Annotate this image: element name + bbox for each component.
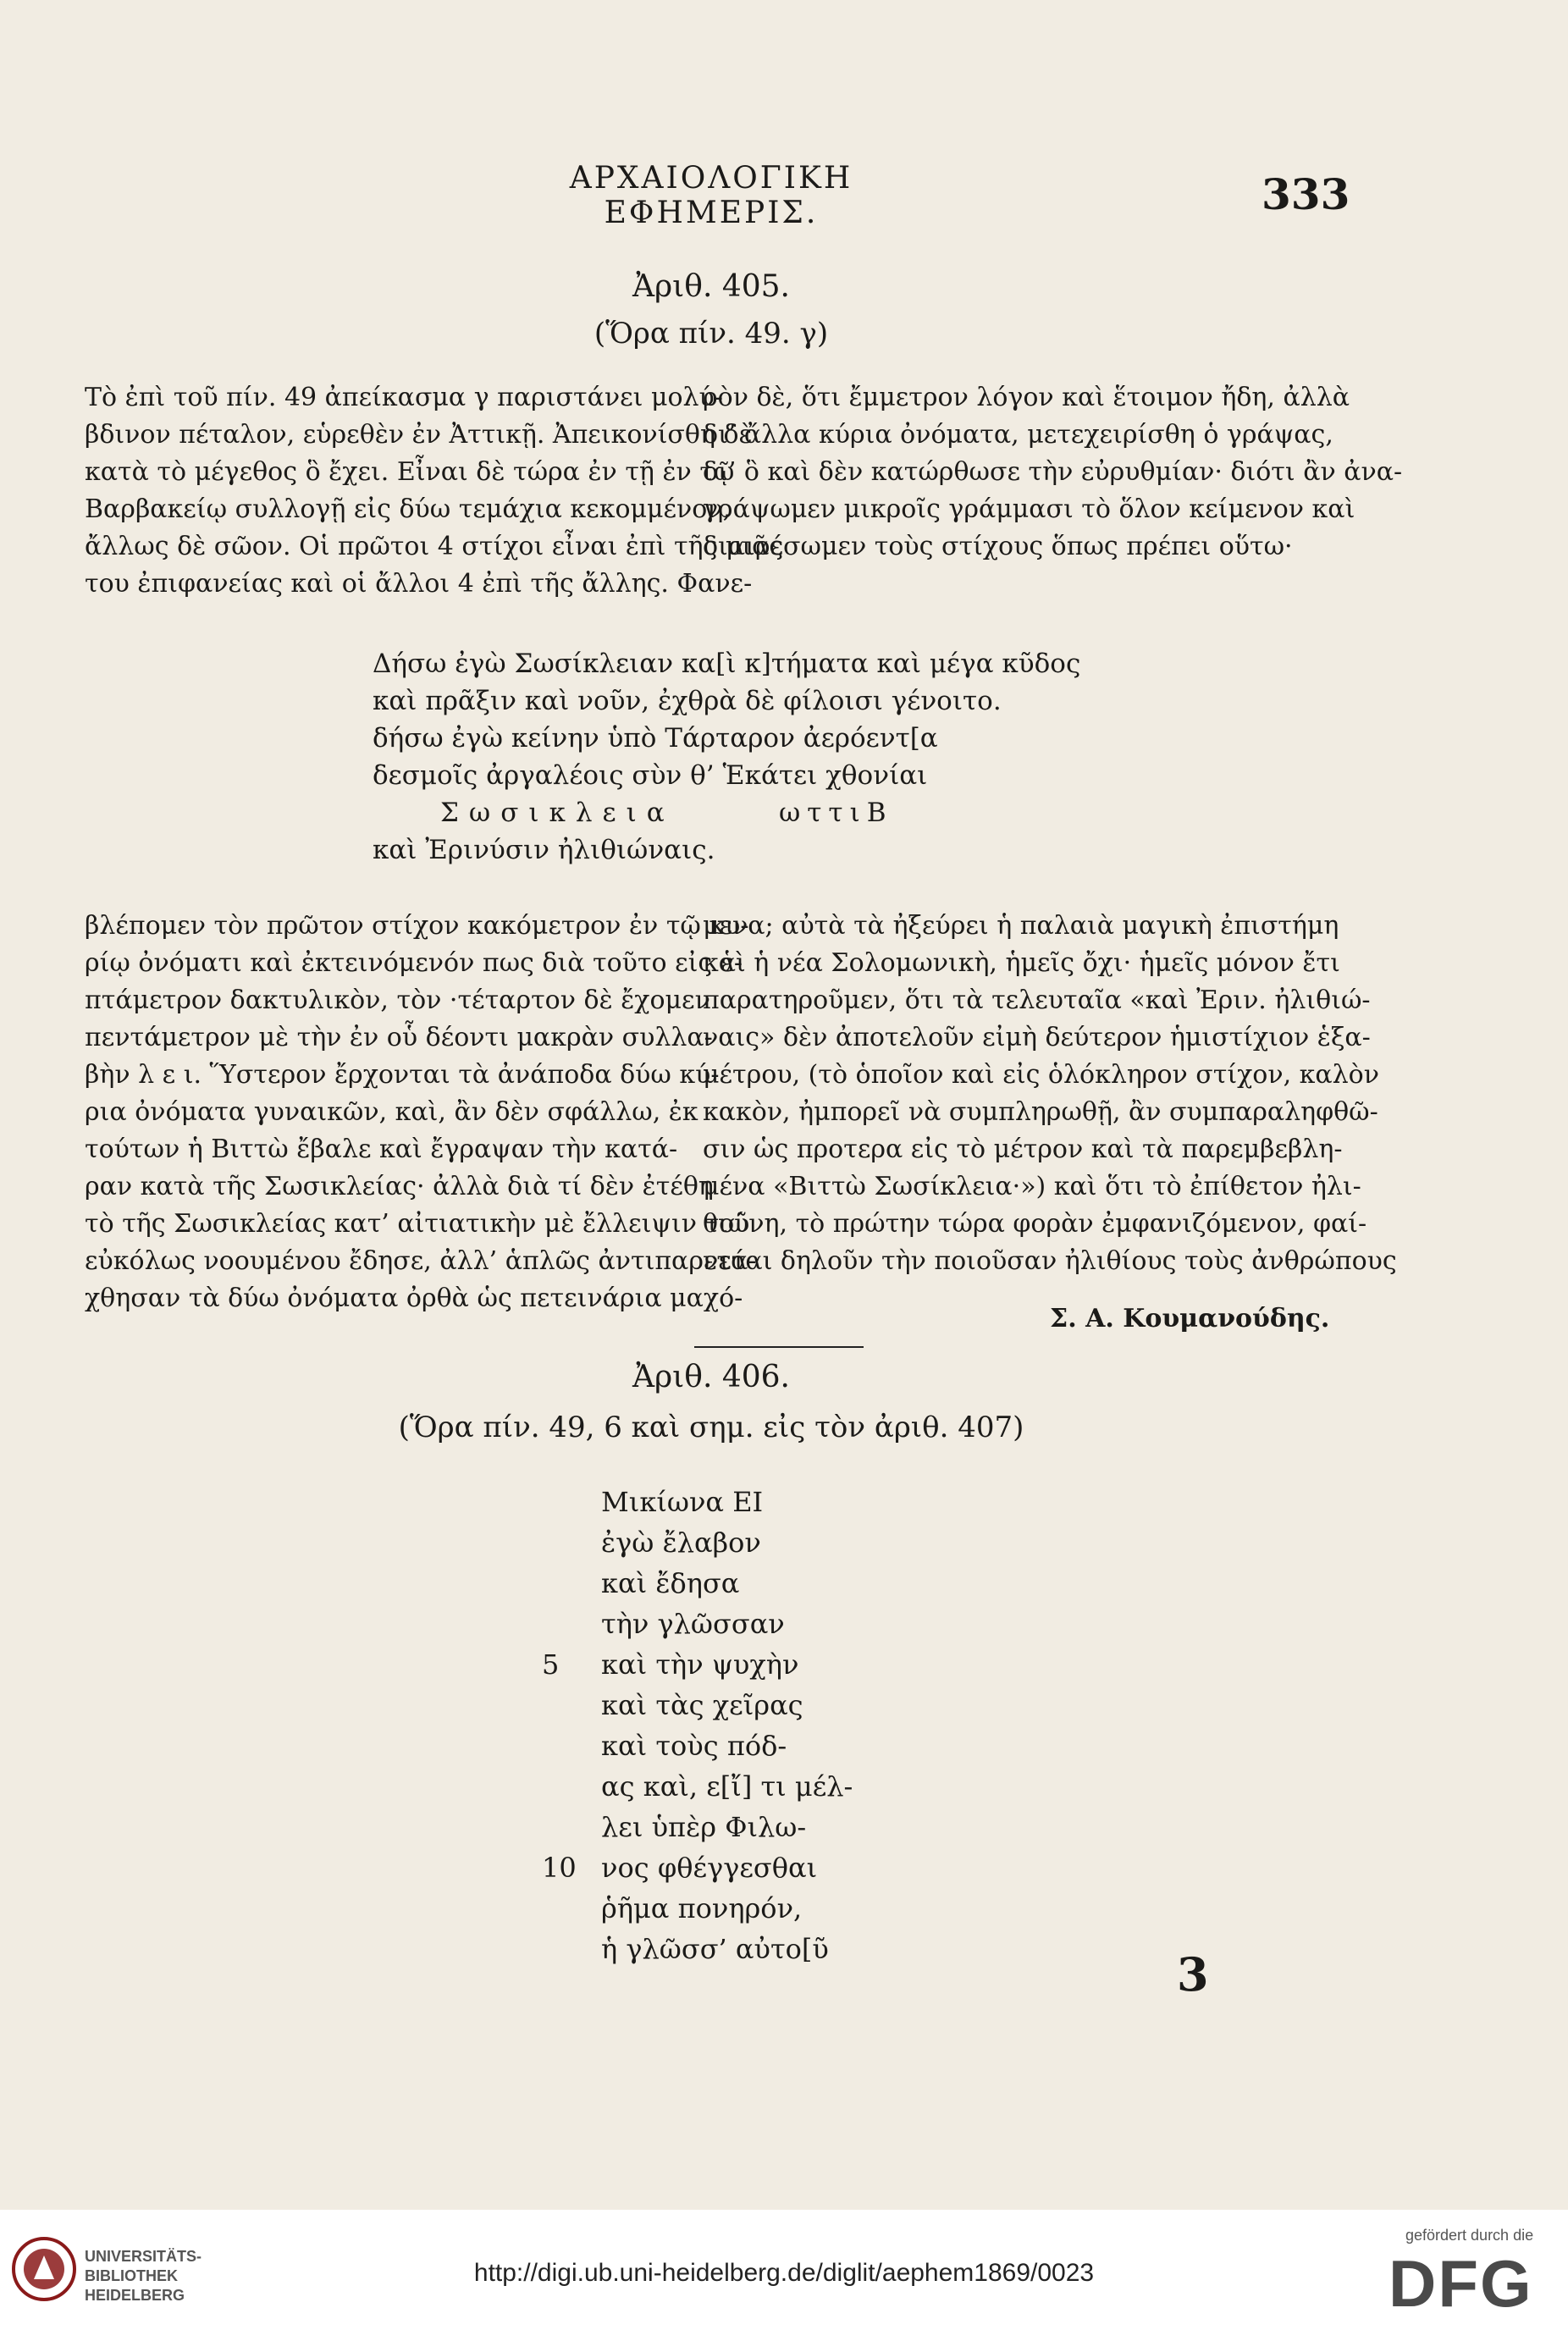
text-line: Βαρβακείῳ συλλογῇ εἰς δύω τεμάχια κεκομμένον,	[85, 494, 732, 524]
poem-line-text: λει ὑπὲρ Φιλω-	[601, 1811, 807, 1843]
text-line: καὶ ἡ νέα Σολομωνικὴ, ἡμεῖς ὄχι· ἡμεῖς μόνον ἔτι	[703, 948, 1340, 978]
text-line: γράψωμεν μικροῖς γράμμασι τὸ ὅλον κείμενον καὶ	[703, 494, 1355, 524]
institution-line: HEIDELBERG	[85, 2287, 185, 2304]
text-line: του ἐπιφανείας καὶ οἱ ἄλλοι 4 ἐπὶ τῆς ἄλλης. Φανε-	[85, 569, 753, 599]
poem-line	[508, 1807, 931, 1847]
poem-line-text: καὶ ἔδησα	[601, 1567, 740, 1599]
poem-line	[508, 1725, 931, 1766]
text-line: χθησαν τὰ δύω ὀνόματα ὀρθὰ ὡς πετεινάρια μαχό-	[85, 1284, 743, 1313]
entry-405-text-left-b	[85, 908, 757, 1317]
poem-line	[508, 1888, 931, 1929]
poem-line	[508, 1766, 931, 1807]
text-line: πεντάμετρον μὲ τὴν ἐν οὗ δέοντι μακρὰν συλλα-	[85, 1023, 713, 1052]
text-line: μενα; αὐτὰ τὰ ἠξεύρει ἡ παλαιὰ μαγικὴ ἐπιστήμη	[703, 911, 1339, 941]
text-line: ναις» δὲν ἀποτελοῦν εἰμὴ δεύτερον ἡμιστίχιον ἑξα-	[703, 1023, 1371, 1052]
poem-line	[508, 1482, 931, 1522]
text-line: νεται δηλοῦν τὴν ποιοῦσαν ἠλιθίους τοὺς ἀνθρώπους	[703, 1246, 1397, 1276]
text-line: ἄλλως δὲ σῶον. Οἱ πρῶτοι 4 στίχοι εἶναι ἐπὶ τῆς μιᾶς	[85, 532, 784, 561]
poem-line-text: ας καὶ, ε[ἴ] τι μέλ-	[601, 1770, 853, 1803]
text-line: κατὰ τὸ μέγεθος ὃ ἔχει. Εἶναι δὲ τώρα ἐν τῇ ἐν τῷ	[85, 457, 735, 487]
text-line: ρια ὀνόματα γυναικῶν, καὶ, ἂν δὲν σφάλλω, ἐκ	[85, 1097, 698, 1127]
dfg-logo: DFG	[1389, 2246, 1533, 2321]
author-signature: Σ. Α. Κουμανούδης.	[1050, 1304, 1330, 1333]
inscription-transcription	[373, 645, 1081, 869]
poem-line-text: καὶ τοὺς πόδ-	[601, 1730, 787, 1762]
text-line: τὸ τῆς Σωσικλείας κατ’ αἰτιατικὴν μὲ ἔλλειψιν τοῦ	[85, 1209, 750, 1239]
inscription-line: Δήσω ἐγὼ Σωσίκλειαν κα[ὶ κ]τήματα καὶ μέγα κῦδος	[373, 649, 1081, 679]
text-line: βὴν λ ε ι. Ὕστερον ἔρχονται τὰ ἀνάποδα δύω κύ-	[85, 1060, 720, 1090]
inscription-line: καὶ Ἐρινύσιν ἠλιθιώναις.	[373, 835, 715, 865]
section-divider	[694, 1346, 864, 1348]
journal-title: ΑΡΧΑΙΟΛΟΓΙΚΗ ΕΦΗΜΕΡΙΣ.	[569, 161, 853, 230]
text-line: ραν κατὰ τῆς Σωσικλείας· ἀλλὰ διὰ τί δὲν ἐτέθη	[85, 1172, 714, 1201]
poem-line	[508, 1847, 931, 1888]
text-line: μένα «Βιττὼ Σωσίκλεια·») καὶ ὅτι τὸ ἐπίθετον ἠλι-	[703, 1172, 1361, 1201]
source-url-link[interactable]: http://digi.ub.uni-heidelberg.de/diglit/aephem1869/0023	[473, 2259, 1095, 2287]
poem-line-text: τὴν γλῶσσαν	[601, 1608, 785, 1640]
text-line: εὐκόλως νοουμένου ἔδησε, ἀλλ’ ἁπλῶς ἀντιπαρετά-	[85, 1246, 757, 1276]
inscription-name-sosikleia: Σωσικλεια	[440, 798, 675, 828]
institution-line: UNIVERSITÄTS-	[85, 2248, 202, 2265]
text-line: τούτων ἡ Βιττὼ ἔβαλε καὶ ἔγραψαν τὴν κατά-	[85, 1135, 678, 1164]
text-line: θιώνη, τὸ πρώτην τώρα φορὰν ἐμφανιζόμενον, φαί-	[703, 1209, 1367, 1239]
text-line: δι’ ὃ καὶ δὲν κατώρθωσε τὴν εὐρυθμίαν· διότι ἂν ἀνα-	[703, 457, 1403, 487]
institution-line: BIBLIOTHEK	[85, 2267, 178, 2284]
page-number: 333	[1262, 169, 1350, 219]
inscription-line: καὶ πρᾶξιν καὶ νοῦν, ἐχθρὰ δὲ φίλοισι γένοιτο.	[373, 686, 1002, 716]
text-line: μέτρου, (τὸ ὁποῖον καὶ εἰς ὁλόκληρον στίχον, καλὸν	[703, 1060, 1379, 1090]
poem-line-text: νος φθέγγεσθαι	[601, 1852, 818, 1884]
poem-line-text: Μικίωνα ΕΙ	[601, 1486, 764, 1518]
poem-line	[508, 1644, 931, 1685]
text-line: παρατηροῦμεν, ὅτι τὰ τελευταῖα «καὶ Ἐριν. ἠλιθιώ-	[703, 986, 1371, 1015]
funded-by-label: gefördert durch die	[1405, 2227, 1534, 2244]
text-line: πτάμετρον δακτυλικὸν, τὸν ·τέταρτον δὲ ἔχομεν	[85, 986, 710, 1015]
poem-line	[508, 1685, 931, 1725]
entry-406-reference: (Ὅρα πίν. 49, 6 καὶ σημ. εἰς τὸν ἀριθ. 407)	[398, 1411, 1024, 1444]
inscription-name-bitto-reversed: ωττιΒ	[779, 798, 893, 828]
entry-406-inscription	[508, 1482, 931, 1969]
line-number: 10	[542, 1852, 577, 1884]
poem-line-text: ἐγὼ ἔλαβον	[601, 1527, 761, 1559]
poem-line-text: καὶ τὰς χεῖρας	[601, 1689, 803, 1721]
poem-line	[508, 1522, 931, 1563]
entry-405-number: Ἀριθ. 405.	[632, 269, 790, 304]
poem-line	[508, 1929, 931, 1969]
text-line: ρὸν δὲ, ὅτι ἔμμετρον λόγον καὶ ἕτοιμον ἤδη, ἀλλὰ	[703, 383, 1350, 412]
text-line: σιν ὡς προτερα εἰς τὸ μέτρον καὶ τὰ παρεμβεβλη-	[703, 1135, 1343, 1164]
text-line: δι’ ἄλλα κύρια ὀνόματα, μετεχειρίσθη ὁ γράψας,	[703, 420, 1333, 450]
poem-line-text: καὶ τὴν ψυχὴν	[601, 1648, 799, 1681]
inscription-line: δήσω ἐγὼ κείνην ὑπὸ Τάρταρον ἀερόεντ[α	[373, 723, 938, 754]
text-line: κακὸν, ἠμπορεῖ νὰ συμπληρωθῇ, ἂν συμπαραληφθῶ-	[703, 1097, 1378, 1127]
printer-signature-mark: 3	[1177, 1947, 1209, 2001]
text-line: ρίῳ ὀνόματι καὶ ἐκτεινόμενόν πως διὰ τοῦτο εἰς ἑ-	[85, 948, 743, 978]
line-number: 5	[542, 1648, 560, 1681]
text-line: βδινον πέταλον, εὑρεθὲν ἐν Ἀττικῇ. Ἀπεικονίσθη δὲ	[85, 420, 753, 450]
poem-line-text: ἡ γλῶσσ’ αὐτο[ῦ	[601, 1933, 829, 1965]
text-line: βλέπομεν τὸν πρῶτον στίχον κακόμετρον ἐν τῷ κυ-	[85, 911, 749, 941]
text-line: Τὸ ἐπὶ τοῦ πίν. 49 ἀπείκασμα γ παριστάνει μολύ-	[85, 383, 723, 412]
poem-line	[508, 1563, 931, 1604]
poem-line	[508, 1604, 931, 1644]
text-line: διαιρέσωμεν τοὺς στίχους ὅπως πρέπει οὕτω·	[703, 532, 1293, 561]
entry-405-text-left-a	[85, 379, 784, 603]
entry-406-number: Ἀριθ. 406.	[632, 1360, 790, 1394]
inscription-line: δεσμοῖς ἀργαλέοις σὺν θ’ Ἑκάτει χθονίαι	[373, 760, 928, 791]
entry-405-text-right-b	[703, 908, 1397, 1280]
entry-405-reference: (Ὅρα πίν. 49. γ)	[594, 317, 829, 351]
poem-line-text: ῥῆμα πονηρόν,	[601, 1892, 803, 1924]
entry-405-text-right-a	[703, 379, 1403, 566]
